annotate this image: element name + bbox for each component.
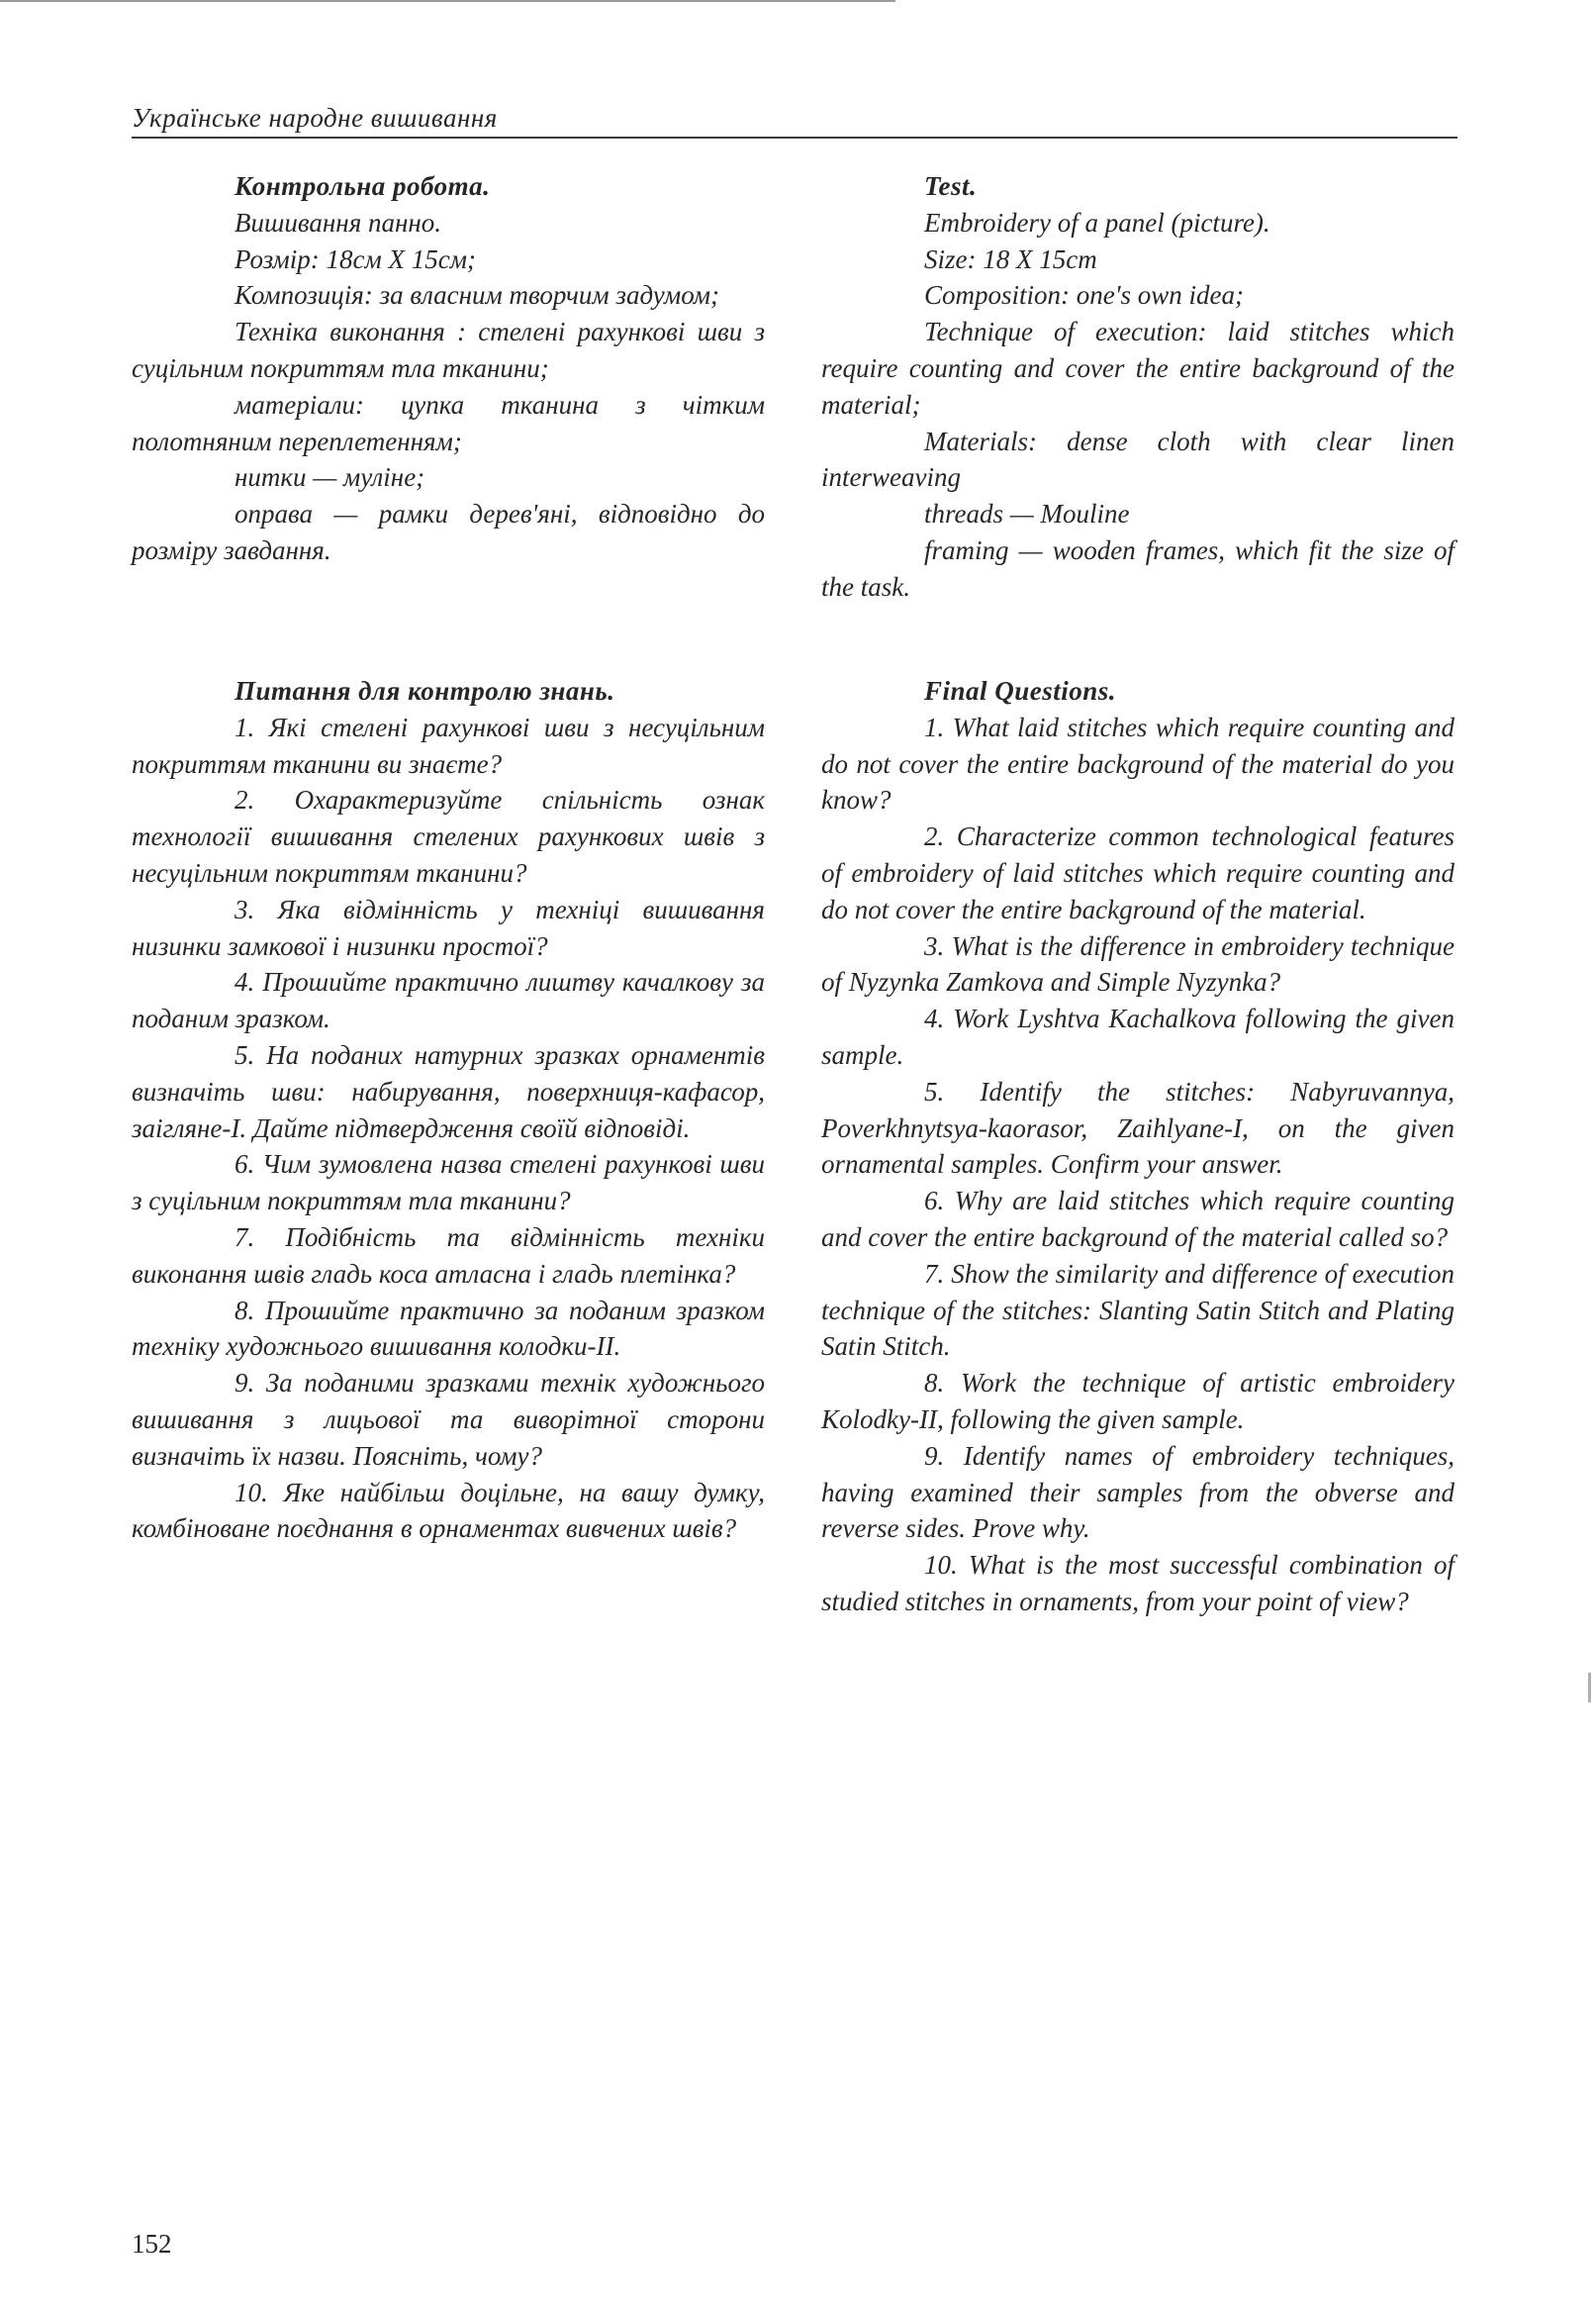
english-questions-section (821, 673, 1455, 1620)
ukrainian-question-item: 9. За поданими зразками технік художнього вишивання з лицьової та виворітної сторони визначіть їх назви. Поясніть, чому? (132, 1368, 765, 1471)
english-question-item: 9. Identify names of embroidery techniques, having examined their samples from the obverse and reverse sides. Prove why. (821, 1440, 1455, 1544)
english-questions-heading: Final Questions. (924, 676, 1117, 706)
ukrainian-test-heading: Контрольна робота. (235, 171, 491, 201)
ukrainian-test-line: Техніка виконання : стелені рахункові шви з суцільним покриттям тла тканини; (132, 317, 765, 383)
english-test-line: Materials: dense cloth with clear linen interweaving (821, 426, 1455, 493)
english-test-line: Composition: one's own idea; (924, 280, 1245, 311)
ukrainian-question-item: 4. Прошийте практично лиштву качалкову за поданим зразком. (132, 967, 765, 1034)
ukrainian-test-section (132, 168, 765, 569)
ukrainian-questions-heading: Питання для контролю знань. (235, 676, 615, 706)
english-question-item: 2. Characterize common technological features of embroidery of laid stitches which require counting and do not cover the entire background of the material. (821, 821, 1455, 924)
ukrainian-questions-section (132, 673, 765, 1547)
ukrainian-question-item: 5. На поданих натурних зразках орнаментів визначіть шви: набирування, поверхниця-кафасор, заігляне-І. Дайте підтвердження своїй відповіді. (132, 1039, 765, 1143)
ukrainian-test-line: Розмір: 18см X 15см; (235, 243, 476, 274)
running-header (132, 103, 1457, 137)
english-test-line: Size: 18 X 15cm (924, 243, 1097, 274)
english-test-heading: Test. (924, 171, 978, 201)
english-question-item: 3. What is the difference in embroidery technique of Nyzynka Zamkova and Simple Nyzynka? (821, 930, 1455, 998)
english-test-line: threads — Mouline (924, 499, 1130, 530)
english-question-item: 8. Work the technique of artistic embroidery Kolodky-II, following the given sample. (821, 1368, 1455, 1434)
english-test-section (821, 168, 1455, 606)
ukrainian-question-item: 8. Прошийте практично за поданим зразком техніку художнього вишивання колодки-ІІ. (132, 1295, 765, 1362)
english-test-line: framing — wooden frames, which fit the size of the task. (821, 534, 1455, 602)
scan-binding-mark (1588, 1673, 1591, 1702)
page-number: 152 (132, 2229, 172, 2259)
ukrainian-question-item: 3. Яка відмінність у техніці вишивання низинки замкової і низинки простої? (132, 894, 765, 961)
running-header-title: Українське народне вишивання (132, 103, 498, 133)
ukrainian-question-item: 6. Чим зумовлена назва стелені рахункові шви з суцільним покриттям тла тканини? (132, 1149, 765, 1216)
english-test-line: Embroidery of a panel (picture). (924, 207, 1270, 238)
english-question-item: 7. Show the similarity and difference of execution technique of the stitches: Slanting Satin Stitch and Plating Satin Stitch. (821, 1258, 1455, 1362)
english-question-item: 6. Why are laid stitches which require counting and cover the entire background of the material called so? (821, 1186, 1455, 1252)
english-test-line: Technique of execution: laid stitches which require counting and cover the entire background of the material; (821, 317, 1455, 420)
english-question-item: 10. What is the most successful combination of studied stitches in ornaments, from your point of view? (821, 1550, 1455, 1616)
ukrainian-test-line: матеріали: цупка тканина з чітким полотняним переплетенням; (132, 389, 765, 456)
ukrainian-test-line: нитки — муліне; (235, 462, 425, 493)
scan-edge-line (0, 0, 895, 2)
ukrainian-question-item: 10. Яке найбільш доцільне, на вашу думку, комбіноване поєднання в орнаментах вивчених швів? (132, 1477, 765, 1544)
ukrainian-test-line: Вишивання панно. (235, 207, 442, 238)
english-question-item: 1. What laid stitches which require counting and do not cover the entire background of the material do you know? (821, 712, 1455, 816)
ukrainian-test-line: оправа — рамки дерев'яні, відповідно до розміру завдання. (132, 499, 765, 565)
ukrainian-question-item: 1. Які стелені рахункові шви з несуцільним покриттям тканини ви знаєте? (132, 712, 765, 779)
header-rule (132, 137, 1457, 139)
english-question-item: 4. Work Lyshtva Kachalkova following the given sample. (821, 1004, 1455, 1070)
ukrainian-question-item: 2. Охарактеризуйте спільність ознак технології вишивання стелених рахункових швів з несуцільним покриттям тканини? (132, 785, 765, 888)
english-question-item: 5. Identify the stitches: Nabyruvannya, Poverkhnytsya-kaorasor, Zaihlyane-I, on the given ornamental samples. Confirm your answer. (821, 1076, 1455, 1180)
ukrainian-test-line: Композиція: за власним творчим задумом; (235, 280, 719, 311)
ukrainian-question-item: 7. Подібність та відмінність техніки виконання швів гладь коса атласна і гладь плетінка? (132, 1221, 765, 1289)
